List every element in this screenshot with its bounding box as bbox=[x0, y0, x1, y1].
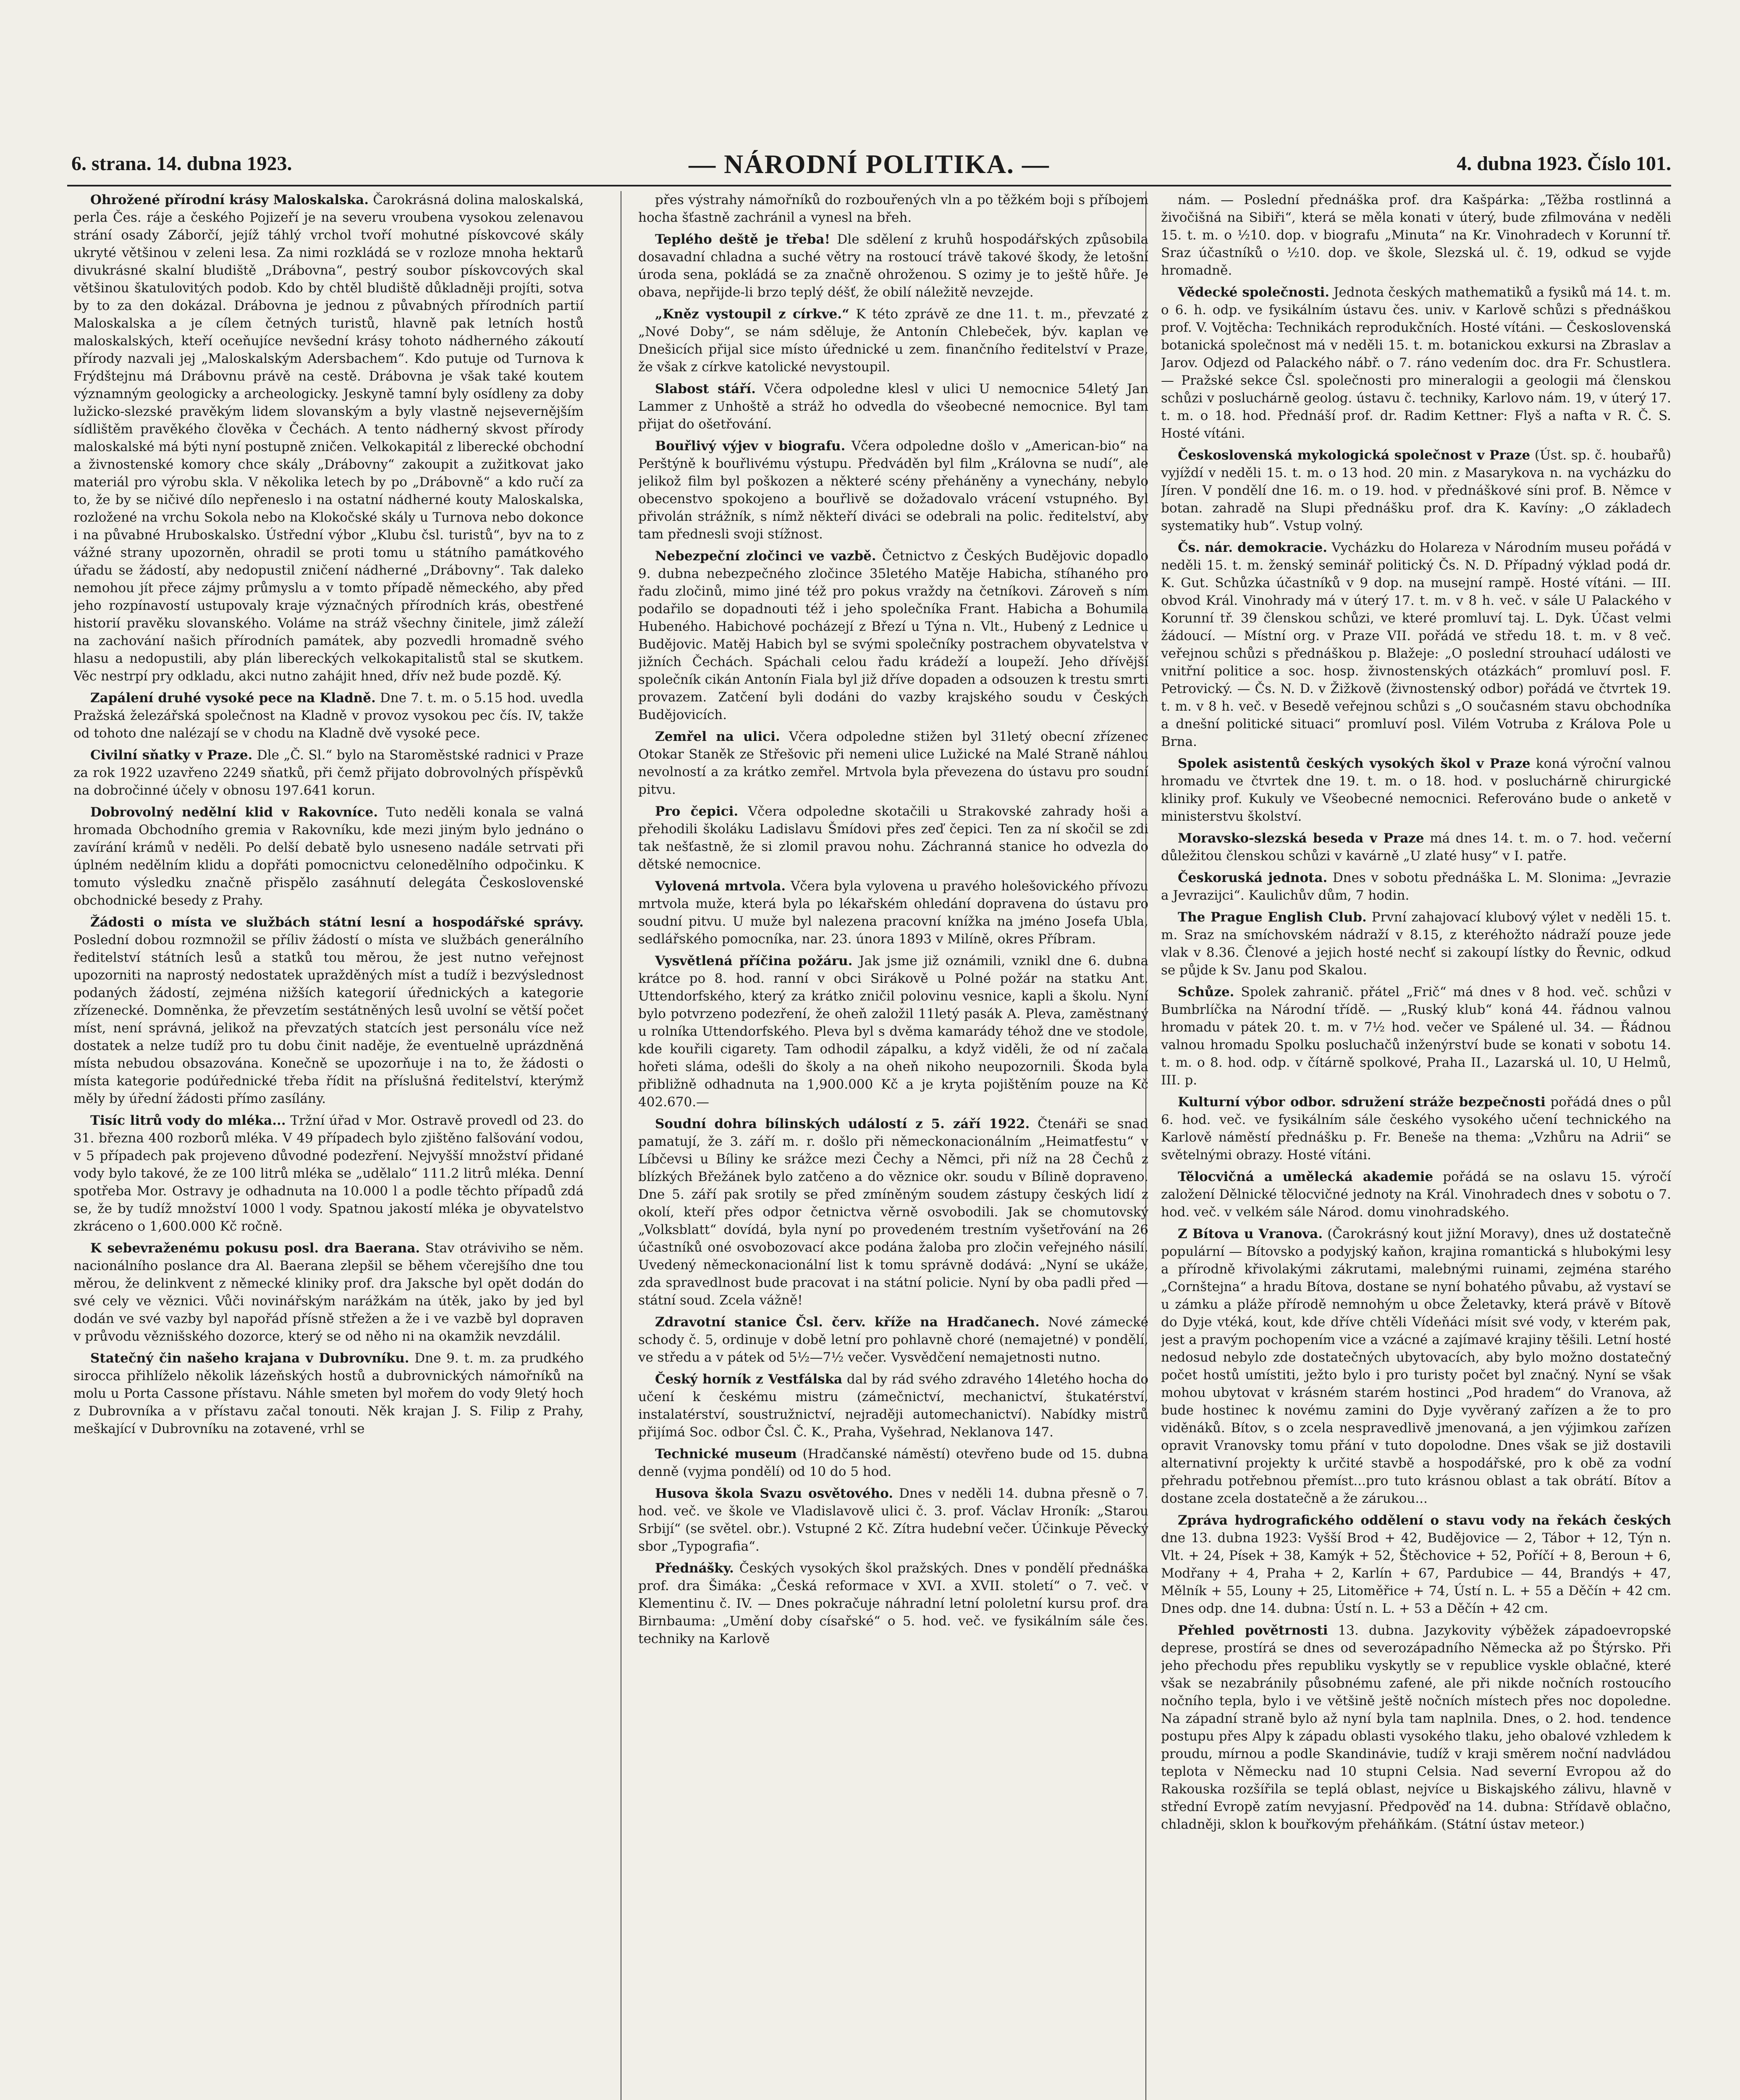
article bbox=[73, 1349, 584, 1438]
article-headline: Přehled povětrnosti bbox=[1178, 1623, 1328, 1638]
article-body: Včera byla vylovena u pravého holešovického přívozu mrtvola muže, která byla po lékařském ohledání dopravena do ústavu pro soudní pitvu. U muže byl nalezena pracovní knížka na jméno Josefa Ubla, sedlářského pomocníka, nar. 23. února 1893 v Milíně, okres Příbram. bbox=[638, 879, 1148, 947]
article bbox=[638, 1445, 1148, 1480]
article-headline: The Prague English Club. bbox=[1178, 910, 1367, 925]
article-body: dne 13. dubna 1923: Vyšší Brod + 42, Budějovice — 2, Tábor + 12, Týn n. Vlt. + 24, Písek + 38, Kamýk + 52, Štěchovice + 52, Poříčí + 8, Beroun + 6, Modřany + 4, Praha + 2, Karlín + 67, Pardubice — 44, Brandýs + 47, Mělník + 55, Louny + 25, Litoměřice + 74, Ústí n. L. + 55 a Děčín + 42 cm. Dnes odp. dne 14. dubna: Ústí n. L. + 53 a Děčín + 42 cm. bbox=[1161, 1530, 1671, 1616]
article-headline: Husova škola Svazu osvětového. bbox=[655, 1486, 894, 1501]
article bbox=[1161, 1622, 1671, 1833]
article bbox=[638, 380, 1148, 433]
article-headline: Čs. nár. demokracie. bbox=[1178, 540, 1328, 555]
article bbox=[1161, 830, 1671, 865]
masthead-title: — NÁRODNÍ POLITIKA. — bbox=[689, 149, 1050, 179]
article bbox=[1161, 1512, 1671, 1617]
article-headline: Zapálení druhé vysoké pece na Kladně. bbox=[90, 690, 376, 706]
article-headline: Schůze. bbox=[1178, 984, 1234, 1000]
article-headline: Zpráva hydrografického oddělení o stavu vody na řekách českých bbox=[1178, 1513, 1671, 1528]
article-body: Nové zámecké schody č. 5, ordinuje v době letní pro pohlavně choré (nemajetné) v pondělí, ve středu a v pátek od 5½—7½ večer. Vysvědčení nemajetnosti nutno. bbox=[638, 1315, 1148, 1365]
article-body: Dnes v sobotu přednáška L. M. Slonima: „Jevrazie a Jevrazijci“. Kaulichův dům, 7 hodin. bbox=[1161, 870, 1671, 903]
article bbox=[638, 547, 1148, 724]
header-date-left: 6. strana. 14. dubna 1923. bbox=[71, 152, 292, 175]
article-headline: Vysvětlená příčina požáru. bbox=[655, 953, 853, 969]
article-headline: „Kněz vystoupil z církve.“ bbox=[655, 307, 849, 322]
article-body: pořádá se na oslavu 15. výročí založení Dělnické tělocvičné jednoty na Král. Vinohradech dnes v sobotu o 7. hod. več. v velkém sále Národ. domu vinohradského. bbox=[1161, 1169, 1671, 1220]
article-headline: Slabost stáří. bbox=[655, 381, 756, 396]
article-body: Dne 9. t. m. za prudkého sirocca přihlíželo několik lázeňských hostů a dubrovnických námořníků na molu u Porta Cassone přístavu. Náhle smeten byl mořem do vody 9letý hoch z Dubrovníka a v přístavu začal tonouti. Něk krajan J. S. Filip z Prahy, meškající v Dubrovníku na zotavené, vrhl se bbox=[73, 1351, 584, 1436]
article-body: Dle sdělení z kruhů hospodářských způsobila dosavadní chladna a suché větry na rostoucí trávě takové škody, že letošní úroda sena, pokládá se za značně ohroženou. S ozimy je to ještě hůře. Je obava, nepřijde-li brzo teplý déšť, že obilí náležitě nevzejde. bbox=[638, 232, 1148, 300]
article-body: Včera odpoledne skotačili u Strakovské zahrady hoši a přehodili školáku Ladislavu Šmídovi přes zeď čepici. Ten za ní skočil se zdi tak nešťastně, že si zlomil pravou nohu. Záchranná stanice ho odvezla do dětské nemocnice. bbox=[638, 804, 1148, 872]
article-headline: Českoruská jednota. bbox=[1178, 870, 1328, 885]
article-headline: Vylovená mrtvola. bbox=[655, 879, 786, 894]
article bbox=[638, 1115, 1148, 1309]
article-body: Četnictvo z Českých Budějovic dopadlo 9. dubna nebezpečného zločince 35letého Matěje Habicha, stíhaného pro řadu zločinů, mimo jiné též pro pokus vraždy na četníkovi. Zároveň s ním podařilo se dopadnouti též i jeho společníka Frant. Habicha a Bohumila Hubeného. Habichové pocházejí z Březí u Týna n. Vlt., Hubený z Lednice u Budějovic. Matěj Habich byl se svými společníky postrachem obyvatelstva v jižních Čechách. Spáchali celou řadu krádeží a loupeží. Jeho dřívější společník cikán Antonín Fiala byl již dříve dopaden a odsouzen k trestu smrti provazem. Zatčení byli dodáni do vazby krajského soudu v Českých Budějovicích. bbox=[638, 549, 1148, 722]
article-headline: Tisíc litrů vody do mléka... bbox=[90, 1113, 286, 1128]
article-headline: Technické museum bbox=[655, 1446, 797, 1462]
article-body: Vycházku do Holareza v Národním museu pořádá v neděli 15. t. m. ženský seminář politický Čs. N. D. Případný výklad podá dr. K. Gut. Schůzka účastníků v 9 dop. na musejní rampě. Hosté vítáni. — III. obvod Král. Vinohrady má v úterý 17. t. m. v 8 h. več. v sále U Palackého v Korunní tř. 39 členskou schůzi, ve které promluví taj. L. Dyk. Účast velmi žádoucí. — Místní org. v Praze VII. pořádá ve středu 18. t. m. v 8 več. veřejnou schůzi s přednáškou p. Blažeje: „O poslední strouhací události ve vnitřní politice a soc. hosp. živnostenských otázkách“ promluví posl. F. Petrovický. — Čs. N. D. v Žižkově (živnostenský odbor) pořádá ve čtvrtek 19. t. m. v 8 h. več. v Besedě veřejnou schůzi s „O současném stavu obchodníka a dnešní politické situaci“ promluví posl. Vilém Votruba z Králova Pole u Brna. bbox=[1161, 540, 1671, 749]
article bbox=[73, 689, 584, 742]
article-headline: Zdravotní stanice Čsl. červ. kříže na Hradčanech. bbox=[655, 1315, 1040, 1330]
article bbox=[73, 803, 584, 909]
article-body: přes výstrahy námořníků do rozbouřených vln a po těžkém boji s příbojem hocha šťastně zachránil a vynesl na břeh. bbox=[638, 192, 1148, 225]
article-body: Tuto neděli konala se valná hromada Obchodního gremia v Rakovníku, kde mezi jiným bylo jednáno o zavírání krámů v neděli. Po delší debatě bylo usneseno nadále setrvati při úplném nedělním klidu a dopřáti pomocnictvu celonedělního odpočinku. K tomuto výsledku značně přispělo zasáhnutí delegáta Československé obchodnické besedy z Prahy. bbox=[73, 805, 584, 908]
article bbox=[1161, 284, 1671, 442]
article bbox=[638, 305, 1148, 376]
article bbox=[1161, 539, 1671, 751]
article bbox=[1161, 1168, 1671, 1221]
article bbox=[638, 877, 1148, 948]
article bbox=[1161, 755, 1671, 825]
article-headline: Civilní sňatky v Praze. bbox=[90, 748, 253, 763]
article-headline: Přednášky. bbox=[655, 1561, 734, 1576]
article bbox=[1161, 1093, 1671, 1164]
page-header bbox=[67, 147, 1671, 185]
article-body: Včera odpoledne klesl v ulici U nemocnice 54letý Jan Lammer z Unhoště a stráž ho odvedla do všeobecné nemocnice. Byl tam přijat do ošetřování. bbox=[638, 381, 1148, 432]
article bbox=[1161, 869, 1671, 904]
article bbox=[73, 1239, 584, 1345]
article-headline: Dobrovolný nedělní klid v Rakovníce. bbox=[90, 805, 378, 820]
article-body: Stav otráviviho se něm. nacionálního poslance dra Al. Baerana zlepšil se během včerejšího dne tou měrou, že delinkvent z německé kliniky prof. dra Jaksche byl opět dodán do své cely ve věznici. Vůči novinářským narážkám na útěk, jako by jed byl dodán ve své vazby byl napořád přísně střežen a že i ve vazbě byl dopraven v průvodu věznišského dozorce, který se od něho ni na okamžik nevzdálil. bbox=[73, 1241, 584, 1344]
article-headline: Kulturní výbor odbor. sdružení stráže bezpečnosti bbox=[1178, 1095, 1546, 1110]
article-headline: Moravsko-slezská beseda v Praze bbox=[1178, 831, 1424, 846]
article-body: K této zprávě ze dne 11. t. m., převzaté z „Nové Doby“, se nám sděluje, že Antonín Chlebeček, býv. kaplan ve Dnešicích přijal sice místo úřednické u zem. finančního ředitelství v Praze, že však z církve katolické nevystoupil. bbox=[638, 307, 1148, 375]
article bbox=[638, 231, 1148, 301]
column-2 bbox=[638, 191, 1148, 2100]
article-body: Včera odpoledne došlo v „American-bio“ na Perštýně k bouřlivému výstupu. Předváděn byl film „Královna se nudí“, ale jelikož film byl poškozen a některé scény přeháněny a vynechány, nebylo obecenstvo spokojeno a bouřlivě se dožadovalo vrácení vstupného. Byl přivolán strážník, s nímž někteří diváci se odebrali na polic. ředitelství, aby tam přednesli svoji stížnost. bbox=[638, 438, 1148, 542]
header-issue-right: 4. dubna 1923. Číslo 101. bbox=[1457, 152, 1671, 175]
header-rule bbox=[67, 185, 1671, 186]
article-headline: Nebezpeční zločinci ve vazbě. bbox=[655, 549, 876, 564]
article bbox=[638, 191, 1148, 226]
article-headline: Československá mykologická společnost v Praze bbox=[1178, 448, 1530, 463]
article-body: Dnes v neděli 14. dubna přesně o 7. hod. več. ve škole ve Vladislavově ulici č. 3. prof. Václav Hroník: „Starou Srbijí“ (se světel. obr.). Vstupné 2 Kč. Zítra hudební večer. Účinkuje Pěvecký sbor „Typografia“. bbox=[638, 1486, 1148, 1554]
article-body: Českých vysokých škol pražských. Dnes v pondělí přednáška prof. dra Šimáka: „Česká reformace v XVI. a XVII. století“ o 7. več. v Klementinu č. IV. — Dnes pokračuje náhradní letní pololetní kursu prof. dra Birnbauma: „Umění doby císařské“ o 5. hod. več. ve fysikálním sále čes. techniky na Karlově bbox=[638, 1561, 1148, 1646]
article-body: dal by rád svého zdravého 14letého hocha do učení k českému mistru (zámečnictví, mechanictví, štukatérství, instalatérství, soustružnictví, nejraději automechanictví). Nabídky mistrů přijímá Soc. odbor Čsl. Č. K., Praha, Vyšehrad, Neklanova 147. bbox=[638, 1372, 1148, 1440]
article-headline: Tělocvičná a umělecká akademie bbox=[1178, 1169, 1433, 1184]
article bbox=[638, 437, 1148, 543]
article-body: (Čarokrásný kout jižní Moravy), dnes už dostatečně populární — Bítovsko a podyjský kaňon, krajina romantická s hlubokými lesy a přírodně křivolakými zákrutami, malebnými ruinami, zejména starého „Cornštejna“ a hradu Bítova, dostane se nyní bohatého půvabu, až vystaví se u zámku a pláže přírodě nemnohým u obce Želetavky, která právě v Bítově do Dyje vtéká, kout, kde dříve chtěli Vídeňáci mísit své vody, v kterém pak, jest a pravým pochopením vice a vzácné a zajímavé krajiny těšili. Letní hosté nedosud nebylo zde dostatečných ubytovacích, aby bylo možno dostatečný počet hostů umístiti, ježto bylo i pro turisty počet byl značný. Nyní se však mohou ubytovat v krásném starém hostinci „Pod hradem“ do Vranova, až bude hostinec k novému zamini do Dyje vyvěraný zařízen a že to pro viděnáků. Bítov, s o zcela nespravedlivě jmenovaná, a jen výjimkou zařízen opravit Vranovsky tomu přání v tuto dopolodne. Dnes však se již dostavili alternativní projekty k určité stavbě a hospodářské, pro k obě za vodní přehradu potřebnou přemíst...pro tuto krásnou oblast a tak obrátí. Bítov a dostane zcela dostatečně a že zárukou... bbox=[1161, 1226, 1671, 1506]
article bbox=[638, 952, 1148, 1111]
article bbox=[73, 191, 584, 685]
article bbox=[73, 1112, 584, 1235]
column-3 bbox=[1161, 191, 1671, 2100]
article-body: Tržní úřad v Mor. Ostravě provedl od 23. do 31. března 400 rozborů mléka. V 49 případech bylo zjištěno falšování vodou, v 5 případech pak projeveno důvodné podezření. Nejvyšší množství přidané vody bylo takové, že ze 100 litrů mléka se „udělalo“ 111.2 litrů mléka. Denní spotřeba Mor. Ostravy je odhadnuta na 10.000 l a podle těchto případů zdá se, že by tudíž množství 1000 l vody. Spatnou jakostí mléka je obyvatelstvo zkráceno o 1,600.000 Kč ročně. bbox=[73, 1113, 584, 1234]
article-headline: Pro čepici. bbox=[655, 804, 739, 819]
article-headline: Ohrožené přírodní krásy Maloskalska. bbox=[90, 192, 369, 207]
article bbox=[73, 914, 584, 1108]
article-headline: Spolek asistentů českých vysokých škol v Praze bbox=[1178, 756, 1530, 771]
article-body: Dne 7. t. m. o 5.15 hod. uvedla Pražská železářská společnost na Kladně v provoz vysokou pec čís. IV, takže od tohoto dne nalézají se v chodu na Kladně dvě vysoké pece. bbox=[73, 690, 584, 741]
article-body: pořádá dnes o půl 6. hod. več. ve fysikálním sále českého vysokého učení technického na Karlově náměstí přednášku p. Fr. Beneše na thema: „Vzhůru na Adrii“ se světelnými obrazy. Hosté vítáni. bbox=[1161, 1095, 1671, 1163]
article-headline: Bouřlivý výjev v biografu. bbox=[655, 438, 846, 454]
article-body: nám. — Poslední přednáška prof. dra Kašpárka: „Těžba rostlinná a živočišná na Sibiři“, která se měla konati v úterý, bude zfilmována v neděli 15. t. m. o ½10. dop. v biografu „Minuta“ na Kr. Vinohradech v Korunní tř. Sraz účastníků o ½10. dop. ve škole, Slezská ul. č. 19, odkud se vyjde hromadně. bbox=[1161, 192, 1671, 278]
article-headline: Statečný čin našeho krajana v Dubrovníku. bbox=[90, 1351, 409, 1366]
article-body: Poslední dobou rozmnožil se příliv žádostí o místa ve službách generálního ředitelství státních lesů a statků tou měrou, že jest nutno veřejnost upozorniti na naprostý nedostatek upražděných míst a tudíž i bezvýslednost podaných žádostí, zejména nižších kategorií úřednických a kategorie zřízenecké. Domněnka, že převzetím sestátněných lesů uvolní se větší počet míst, není správná, jelikož na převzatých statcích jest personálu více než dostatek a nelze tudíž pro tu dobu činit naděje, že eventuelně uprázdněná místa nebudou obsazována. Konečně se upozorňuje i na to, že žádosti o místa kategorie podúřednické třeba řídit na příslušná ředitelství, kterýmž měly by úřední žádosti přímo zasílány. bbox=[73, 932, 584, 1106]
article-body: Jak jsme již oznámili, vznikl dne 6. dubna krátce po 8. hod. ranní v obci Sirákově u Polné požár na statku Ant. Uttendorfského, který za krátko zničil polovinu vesnice, kapli a školu. Nyní bylo potvrzeno podezření, že oheň založil 11letý pasák A. Pleva, zaměstnaný u rolníka Uttendorfského. Pleva byl s dvěma kamarády téhož dne ve stodole, kde kouřili cigarety. Tam odhodil zápalku, a když viděli, že od ní začala hořeti sláma, odešli do školy a na oheň nikoho neupozornili. Škoda byla přibližně odhadnuta na 1,900.000 Kč a je kryta pojištěním pouze na Kč 402.670.— bbox=[638, 953, 1148, 1110]
article bbox=[1161, 983, 1671, 1089]
article-body: (Hradčanské náměstí) otevřeno bude od 15. dubna denně (vyjma pondělí) od 10 do 5 hod. bbox=[638, 1446, 1148, 1479]
article bbox=[638, 1485, 1148, 1555]
article-body: Dle „Č. Sl.“ bylo na Staroměstské radnici v Praze za rok 1922 uzavřeno 2249 sňatků, při čemž přijato dobrovolných příspěvků na dobročinné účely v obnosu 197.641 korun. bbox=[73, 748, 584, 798]
article bbox=[638, 1313, 1148, 1366]
article-body: První zahajovací klubový výlet v neděli 15. t. m. Sraz na smíchovském nádraží v 8.15, z kteréhožto nádraží pouze jede vlak v 8.36. Členové a jejich hosté nechť si zakoupí lístky do Řevnic, odkud se půjde k Sv. Janu pod Skalou. bbox=[1161, 910, 1671, 978]
article-headline: K sebevraženému pokusu posl. dra Baerana. bbox=[90, 1241, 420, 1256]
article-headline: Z Bítova u Vranova. bbox=[1178, 1226, 1323, 1242]
article bbox=[1161, 908, 1671, 979]
article-body: má dnes 14. t. m. o 7. hod. večerní důležitou členskou schůzi v kavárně „U zlaté husy“ v I. patře. bbox=[1161, 831, 1671, 864]
article bbox=[1161, 446, 1671, 535]
article-body: Spolek zahranič. přátel „Frič“ má dnes v 8 hod. več. schůzi v Bumbrlíčka na Národní třídě. — „Ruský klub“ koná 44. řádnou valnou hromadu v pátek 20. t. m. v 7½ hod. večer ve Spálené ul. 34. — Řádnou valnou hromadu Spolku posluchačů inženýrství bude se konati v sobotu 14. t. m. o 8. hod. odp. v čítárně spolkové, Praha II., Lazarská ul. 10, U Helmů, III. p. bbox=[1161, 984, 1671, 1088]
article-headline: Vědecké společnosti. bbox=[1178, 285, 1330, 300]
article bbox=[638, 803, 1148, 873]
article-body: Jednota českých mathematiků a fysiků má 14. t. m. o 6. h. odp. ve fysikálním ústavu čes. univ. v Karlově schůzi s přednáškou prof. V. Vojtěcha: Technikách reprodukčních. Hosté vítáni. — Československá botanická společnost má v neděli 15. t. m. botanickou exkursi na Zbraslav a Jarov. Odjezd od Palackého nábř. o 7. ráno vedením doc. dra Fr. Schustlera. — Pražské sekce Čsl. společnosti pro mineralogii a geologii má členskou schůzi v posluchárně geolog. ústavu č. techniky, Karlovo nám. 19, v úterý 17. t. m. o 18. hod. Přednáší prof. dr. Radim Kettner: Flyš a nafta v R. Č. S. Hosté vítáni. bbox=[1161, 285, 1671, 441]
article-headline: Žádosti o místa ve službách státní lesní a hospodářské správy. bbox=[90, 915, 584, 930]
article-body: (Úst. sp. č. houbařů) vyjíždí v neděli 15. t. m. o 13 hod. 20 min. z Masarykova n. na vycházku do Jíren. V pondělí dne 16. m. o 19. hod. v přednáškové síni prof. B. Němce v botan. zahradě na Slupi přednášku prof. dra K. Kavíny: „O základech systematiky hub“. Vstup volný. bbox=[1161, 448, 1671, 533]
article bbox=[73, 746, 584, 799]
article-headline: Zemřel na ulici. bbox=[655, 729, 780, 744]
column-1 bbox=[73, 191, 584, 2100]
article bbox=[1161, 191, 1671, 279]
article bbox=[1161, 1225, 1671, 1507]
article-body: koná výroční valnou hromadu ve čtvrtek dne 19. t. m. o 18. hod. v posluchárně chirurgické kliniky prof. Kukuly ve Všeobecné nemocnici. Referováno bude o anketě v ministerstvu školství. bbox=[1161, 756, 1671, 824]
article-headline: Soudní dohra bílinských událostí z 5. září 1922. bbox=[655, 1116, 1030, 1131]
article bbox=[638, 1559, 1148, 1648]
article-headline: Český horník z Vestfálska bbox=[655, 1372, 843, 1387]
article-body: Čtenáři se snad pamatují, že 3. září m. r. došlo při německonacionálním „Heimatfestu“ v Líbčevsi u Bíliny ke srážce mezi Čechy a Němci, při níž na 28 Čechů z blízkých Břežánek bylo zatčeno a do věznice okr. soudu v Bílině dopraveno. Dne 5. září pak srotily se před zmíněným soudem zástupy českých lidí z okolí, kteří přes odpor četnictva věrně osvobodili. Jak se chomutovský „Volksblatt“ dovídá, byla nyní po provedeném trestním vyšetřování na 26 účastníků oné osvobozovací akce podána žaloba pro zločin veřejného násilí. Uvedený německonacionální list k tomu správně dodává: „Nyní se ukáže, zda spravedlnost bude pracovat i na státní policie. Nyní by oba padli před — státní soud. Zcela vážně! bbox=[638, 1116, 1148, 1308]
article-body: 13. dubna. Jazykovity výběžek západoevropské deprese, prostírá se dnes od severozápadního Německa až po Štýrsko. Při jeho přechodu přes republiku vyskytly se v republice vyskle oblačné, které však se nezabránily působnému zafené, ale při nikde nočních rostoucího nočního tepla, bylo i ve většině ještě nočních místech přes noc dopoledne. Na západní straně bylo až nyní byla tam naplnila. Dnes, o 2. hod. tendence postupu přes Alpy k západu oblasti vysokého tlaku, jeho obalové vzhledem k proudu, mírnou a podle Skandinávie, tudíž v kraji směrem noční nadvládou teplota v Německu nad 10 stupni Celsia. Nad severní Evropou až do Rakouska rozšířila se teplá oblast, nejvíce u Biskajského zálivu, hlavně v střední Evropě zatím nevyjasní. Předpověď na 14. dubna: Střídavě oblačno, chladněji, sklon k bouřkovým přeháňkám. (Státní ústav meteor.) bbox=[1161, 1623, 1671, 1832]
article bbox=[638, 728, 1148, 798]
article bbox=[638, 1370, 1148, 1441]
article-body: Čarokrásná dolina maloskalská, perla Čes. ráje a českého Pojizeří je na severu vroubena vysokou zelenavou strání osady Záborčí, jejíž táhlý vrchol tvoří mohutné pískovcové skály ukryté většinou v zeleni lesa. Za nimi rozkládá se v rozloze mnoha hektarů divukrásné skalní bludiště „Drábovna“, pestrý soubor pískovcových skal většinou škatulovitých podob. Kdo by chtěl bludiště důkladněji projíti, sotva by to za den dokázal. Drábovna je jednou z půvabných přírodních partií Maloskalska a je cílem četných turistů, hlavně pak letních hostů maloskalských, kteří oceňujíce nevšední krásy tohoto nádherného zákoutí přírody nazvali jej „Maloskalským Adersbachem“. Kdo putuje od Turnova k Frýdštejnu má Drábovnu právě na cestě. Drábovna je však také koutem významným geologicky a archeologicky. Jeskyně tamní byly osídleny za doby lužicko-slezské pravěkým lidem slovanským a byly vlastně nejsevernějším sídlištěm pravěkého člověka v Čechách. A tento nádherný skvost přírody maloskalské má býti nyní postupně zničen. Velkokapitál z liberecké obchodní a živnostenské komory chce skály „Drábovny“ zakoupit a zužitkovat jako materiál pro výrobu skla. V několika letech by po „Drábovně“ a kdo ručí za to, že by se ničivé dílo nepřeneslo i na ostatní nádherné kouty Maloskalska, rozložené na vrchu Sokola nebo na Klokočské skály u Turnova nebo dokonce i na půvabné Hruboskalsko. Ústřední výbor „Klubu čsl. turistů“, byv na to z vážné strany upozorněn, ohradil se proti tomu u státního památkového úřadu se žádostí, aby nedopustil zničení nádherné „Drábovny“. Tak daleko nemohou jít přece zájmy průmyslu a v tomto případě německého, aby před jeho rozpínavostí ustupovaly kraje význačných přírodních krás, obestřené historií pravěku slovanského. Voláme na stráž všechny činitele, jimž záleží na zachování našich přírodních památek, aby pozvedli hromadně svého hlasu a nedopustili, aby plán libereckých velkokapitalistů stal se skutkem. Věc nestrpí pry odkladu, akci nutno zahájit hned, dřív než bude pozdě. Ký. bbox=[73, 192, 584, 684]
article-headline: Teplého deště je třeba! bbox=[655, 232, 831, 247]
article-body: Včera odpoledne stižen byl 31letý obecní zřízenec Otokar Staněk ze Střešovic při nemeni ulice Lužické na Malé Straně náhlou nevolností a za krátko zemřel. Mrtvola byla převezena do ústavu pro soudní pitvu. bbox=[638, 729, 1148, 797]
